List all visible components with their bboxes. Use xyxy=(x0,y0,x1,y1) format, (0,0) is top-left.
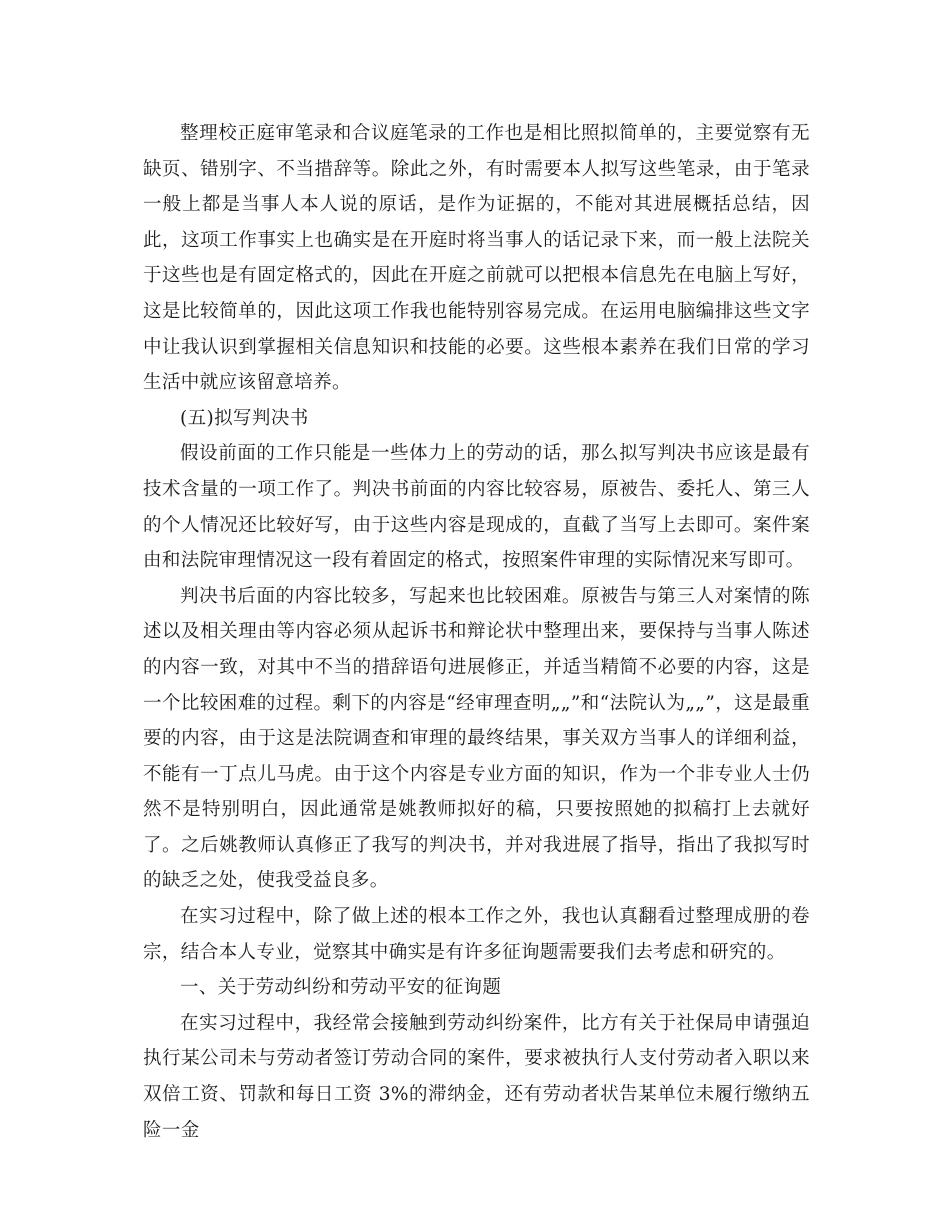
document-body xyxy=(143,116,810,1148)
section-heading-labor-disputes: 一、关于劳动纠纷和劳动平安的征询题 xyxy=(180,977,502,999)
paragraph-transcript-review: 整理校正庭审笔录和合议庭笔录的工作也是相比照拟简单的，主要觉察有无缺页、错别字、不当措辞等。除此之外，有时需要本人拟写这些笔录，由于笔录一般上都是当事人本人说的原话，是作为证据的，不能对其进展概括总结，因此，这项工作事实上也确实是在开庭时将当事人的话记录下来，而一般上法院关于这些也是有固定格式的，因此在开庭之前就可以把根本信息先在电脑上写好，这是比较简单的，因此这项工作我也能特别容易完成。在运用电脑编排这些文字中让我认识到掌握相关信息知识和技能的必要。这些根本素养在我们日常的学习生活中就应该留意培养。 xyxy=(143,123,810,394)
paragraph-judgment-details: 判决书后面的内容比较多，写起来也比较困难。原被告与第三人对案情的陈述以及相关理由等内容必须从起诉书和辩论状中整理出来，要保持与当事人陈述的内容一致，对其中不当的措辞语句进展修正，并适当精简不必要的内容，这是一个比较困难的过程。剩下的内容是“经审理查明„„”和“法院认为„„”，这是最重要的内容，由于这是法院调查和审理的最终结果，事关双方当事人的详细利益，不能有一丁点儿马虎。由于这个内容是专业方面的知识，作为一个非专业人士仍然不是特别明白，因此通常是姚教师拟好的稿，只要按照她的拟稿打上去就好了。之后姚教师认真修正了我写的判决书，并对我进展了指导，指出了我拟写时的缺乏之处，使我受益良多。 xyxy=(143,585,810,892)
section-heading-draft-judgment: (五)拟写判决书 xyxy=(180,407,309,429)
paragraph-judgment-intro: 假设前面的工作只能是一些体力上的劳动的话，那么拟写判决书应该是最有技术含量的一项工作了。判决书前面的内容比较容易，原被告、委托人、第三人的个人情况还比较好写，由于这些内容是现成的，直截了当写上去即可。案件案由和法院审理情况这一段有着固定的格式，按照案件审理的实际情况来写即可。 xyxy=(143,443,810,572)
paragraph-labor-cases: 在实习过程中，我经常会接触到劳动纠纷案件，比方有关于社保局申请强迫执行某公司未与劳动者签订劳动合同的案件，要求被执行人支付劳动者入职以来双倍工资、罚款和每日工资 3%的滞纳金，还有劳动者状告某单位未履行缴纳五险一金 xyxy=(143,1012,810,1141)
paragraph-internship-review: 在实习过程中，除了做上述的根本工作之外，我也认真翻看过整理成册的卷宗，结合本人专业，觉察其中确实是有许多征询题需要我们去考虑和研究的。 xyxy=(143,906,810,963)
